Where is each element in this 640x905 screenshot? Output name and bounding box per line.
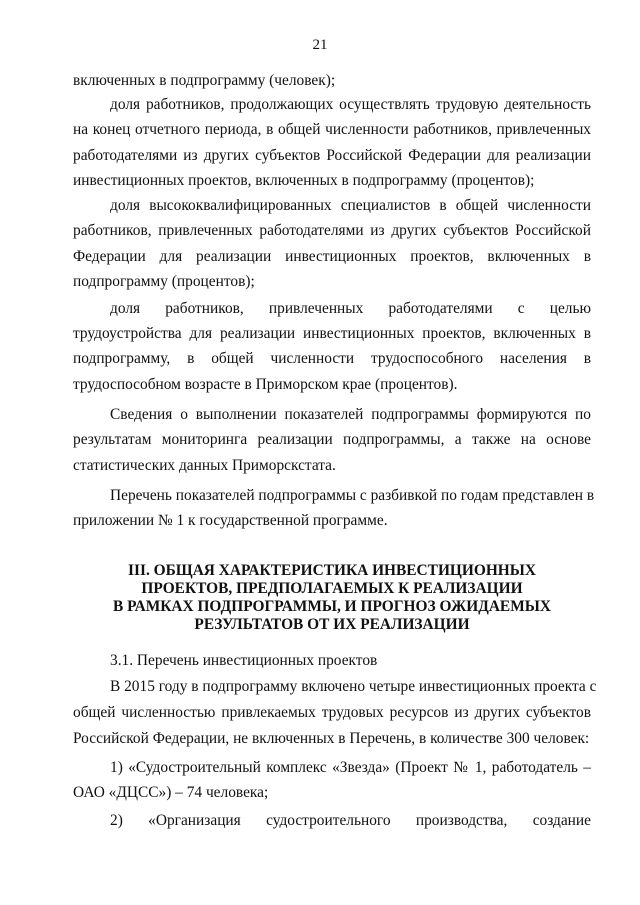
paragraph-line: доля работников, продолжающих осуществлять трудовую деятельность: [110, 96, 591, 113]
paragraph-line: трудоустройства для реализации инвестиционных проектов, включенных в: [73, 325, 591, 342]
paragraph-line: доля высококвалифицированных специалистов в общей численности: [110, 197, 591, 214]
text-line: включенных в подпрограмму (человек);: [73, 72, 336, 89]
paragraph-line: работодателями из других субъектов Российской Федерации для реализации: [73, 147, 591, 164]
paragraph-line: Российской Федерации, не включенных в Перечень, в количестве 300 человек:: [73, 730, 590, 747]
subsection-heading: 3.1. Перечень инвестиционных проектов: [110, 652, 378, 669]
paragraph-line: Перечень показателей подпрограммы с разбивкой по годам представлен в: [110, 487, 595, 504]
paragraph-line: трудоспособном возрасте в Приморском крае (процентов).: [73, 376, 458, 393]
paragraph-line: инвестиционных проектов, включенных в подпрограмму (процентов);: [73, 172, 535, 189]
paragraph-line: В 2015 году в подпрограмму включено четыре инвестиционных проекта с: [110, 678, 597, 695]
paragraph-line: общей численностью привлекаемых трудовых ресурсов из других субъектов: [73, 704, 591, 721]
paragraph-line: приложении № 1 к государственной программе.: [73, 512, 388, 529]
section-heading-line: III. ОБЩАЯ ХАРАКТЕРИСТИКА ИНВЕСТИЦИОННЫХ: [127, 562, 536, 579]
paragraph-line: подпрограмму, в общей численности трудоспособного населения в: [73, 350, 591, 367]
paragraph-line: подпрограмму (процентов);: [73, 273, 255, 290]
list-item-line: 2) «Организация судостроительного производства, создание: [110, 812, 591, 829]
section-heading-line: В РАМКАХ ПОДПРОГРАММЫ, И ПРОГНОЗ ОЖИДАЕМЫХ: [113, 598, 551, 615]
paragraph-line: работников, привлеченных работодателями из других субъектов Российской: [73, 222, 591, 239]
page-number: 21: [312, 37, 328, 53]
section-heading-line: ПРОЕКТОВ, ПРЕДПОЛАГАЕМЫХ К РЕАЛИЗАЦИИ: [141, 580, 523, 597]
paragraph-line: результатам мониторинга реализации подпрограммы, а также на основе: [73, 431, 591, 448]
paragraph-line: Сведения о выполнении показателей подпрограммы формируются по: [110, 406, 591, 423]
list-item-line: ОАО «ДЦСС») – 74 человека;: [73, 784, 269, 801]
paragraph-line: статистических данных Приморскстата.: [73, 457, 336, 474]
paragraph-line: Федерации для реализации инвестиционных проектов, включенных в: [73, 248, 591, 265]
paragraph-line: доля работников, привлеченных работодателями с целью: [110, 300, 591, 317]
paragraph-line: на конец отчетного периода, в общей численности работников, привлеченных: [73, 121, 591, 138]
section-heading-line: РЕЗУЛЬТАТОВ ОТ ИХ РЕАЛИЗАЦИИ: [194, 616, 470, 633]
list-item-line: 1) «Судостроительный комплекс «Звезда» (Проект № 1, работодатель –: [110, 759, 591, 776]
